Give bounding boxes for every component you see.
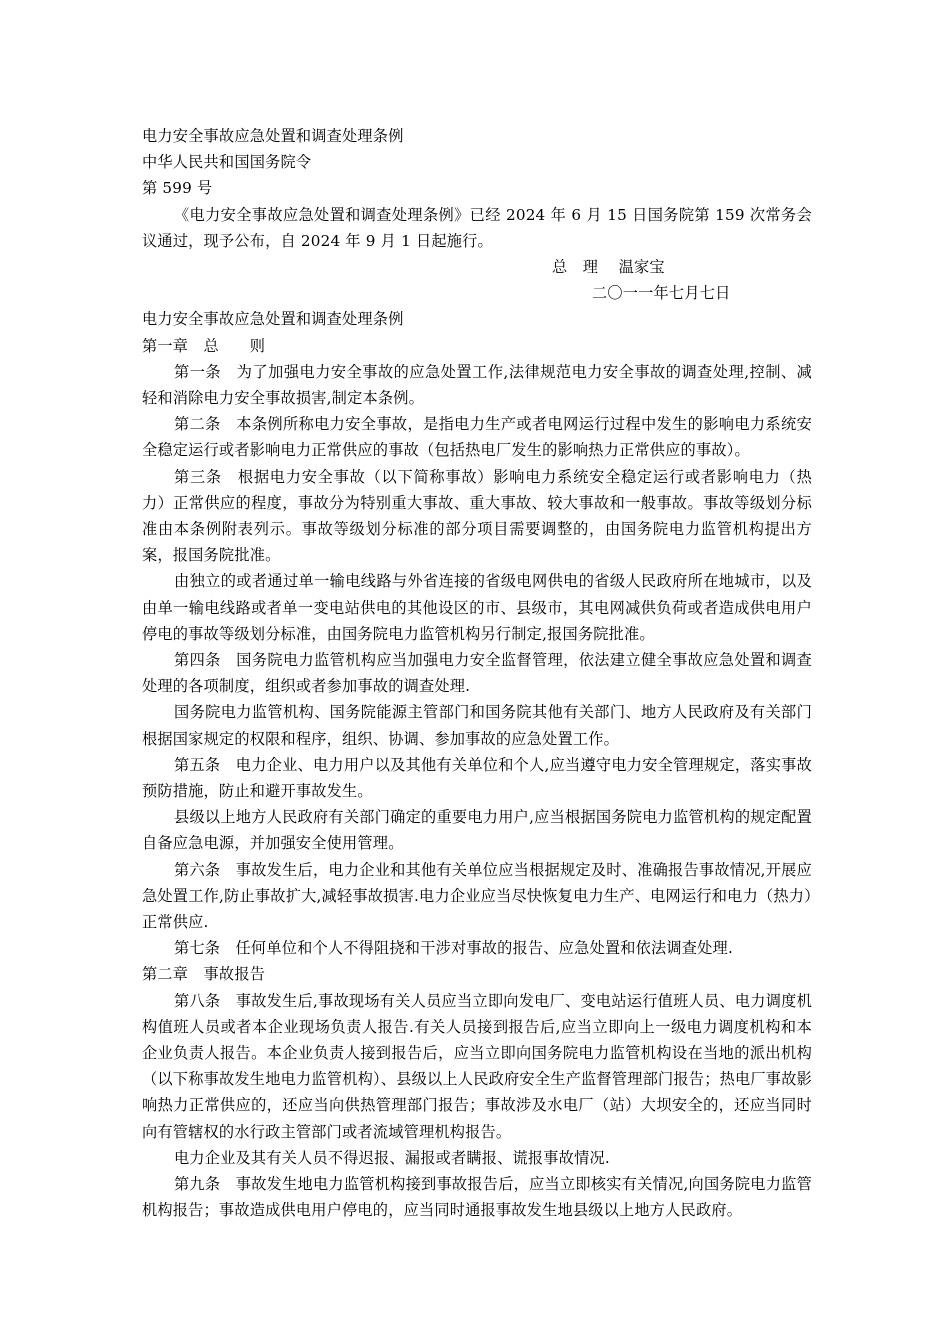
sign-date: 二〇一一年七月七日 xyxy=(592,284,731,303)
article-3: 第三条 根据电力安全事故（以下简称事故）影响电力系统安全稳定运行或者影响电力（热力）正常供应的程度，事故分为特别重大事故、重大事故、较大事故和一般事故。事故等级划分标准由本条例附表列示。事故等级划分标准的部分项目需要调整的，由国务院电力监管机构提出方案，报国务院批准。 xyxy=(142,467,812,565)
article-4: 第四条 国务院电力监管机构应当加强电力安全监督管理，依法建立健全事故应急处置和调查处理的各项制度，组织或者参加事故的调查处理. xyxy=(142,650,812,696)
issuer: 中华人民共和国国务院令 xyxy=(142,153,312,172)
order-number: 第 599 号 xyxy=(142,179,213,198)
article-4-paragraph-2: 国务院电力监管机构、国务院能源主管部门和国务院其他有关部门、地方人民政府及有关部门根据国家规定的权限和程序，组织、协调、参加事故的应急处置工作。 xyxy=(142,703,812,748)
regulation-title: 电力安全事故应急处置和调查处理条例 xyxy=(142,310,404,329)
article-2: 第二条 本条例所称电力安全事故，是指电力生产或者电网运行过程中发生的影响电力系统安全稳定运行或者影响电力正常供应的事故（包括热电厂发生的影响热力正常供应的事故）。 xyxy=(142,415,812,460)
article-9: 第九条 事故发生地电力监管机构接到事故报告后，应当立即核实有关情况,向国务院电力监管机构报告；事故造成供电用户停电的，应当同时通报事故发生地县级以上地方人民政府。 xyxy=(142,1175,812,1220)
doc-title: 电力安全事故应急处置和调查处理条例 xyxy=(142,127,404,145)
promulgation-text: 《电力安全事故应急处置和调查处理条例》已经 2024 年 6 月 15 日国务院第 159 次常务会议通过，现予公布，自 2024 年 9 月 1 日起施行。 xyxy=(142,205,812,250)
document-body xyxy=(142,123,812,1223)
chapter-heading: 第二章 事故报告 xyxy=(142,965,266,984)
article-7: 第七条 任何单位和个人不得阻挠和干涉对事故的报告、应急处置和依法调查处理. xyxy=(174,939,733,958)
article-8-paragraph-2: 电力企业及其有关人员不得迟报、漏报或者瞒报、谎报事故情况. xyxy=(174,1148,610,1167)
chapter-heading: 第一章 总 则 xyxy=(142,336,266,355)
article-5: 第五条 电力企业、电力用户以及其他有关单位和个人,应当遵守电力安全管理规定，落实事故预防措施，防止和避开事故发生。 xyxy=(142,755,812,800)
article-5-paragraph-2: 县级以上地方人民政府有关部门确定的重要电力用户,应当根据国务院电力监管机构的规定配置自备应急电源，并加强安全使用管理。 xyxy=(142,808,812,853)
article-8: 第八条 事故发生后,事故现场有关人员应当立即向发电厂、变电站运行值班人员、电力调度机构值班人员或者本企业现场负责人报告.有关人员接到报告后,应当立即向上一级电力调度机构和本企业负责人报告。本企业负责人接到报告后，应当立即向国务院电力监管机构设在当地的派出机构（以下称事故发生地电力监管机构）、县级以上人民政府安全生产监督管理部门报告；热电厂事故影响热力正常供应的，还应当向供热管理部门报告；事故涉及水电厂（站）大坝安全的，还应当同时向有管辖权的水行政主管部门或者流域管理机构报告。 xyxy=(142,991,812,1141)
signatory: 总 理 温家宝 xyxy=(552,257,665,276)
article-1: 第一条 为了加强电力安全事故的应急处置工作,法律规范电力安全事故的调查处理,控制、减轻和消除电力安全事故损害,制定本条例。 xyxy=(142,362,812,407)
article-3-paragraph-2: 由独立的或者通过单一输电线路与外省连接的省级电网供电的省级人民政府所在地城市，以及由单一输电线路或者单一变电站供电的其他设区的市、县级市，其电网减供负荷或者造成供电用户停电的事故等级划分标准，由国务院电力监管机构另行制定,报国务院批准。 xyxy=(142,572,812,643)
article-6: 第六条 事故发生后，电力企业和其他有关单位应当根据规定及时、准确报告事故情况,开展应急处置工作,防止事故扩大,减轻事故损害.电力企业应当尽快恢复电力生产、电网运行和电力（热力）正常供应. xyxy=(142,860,812,931)
